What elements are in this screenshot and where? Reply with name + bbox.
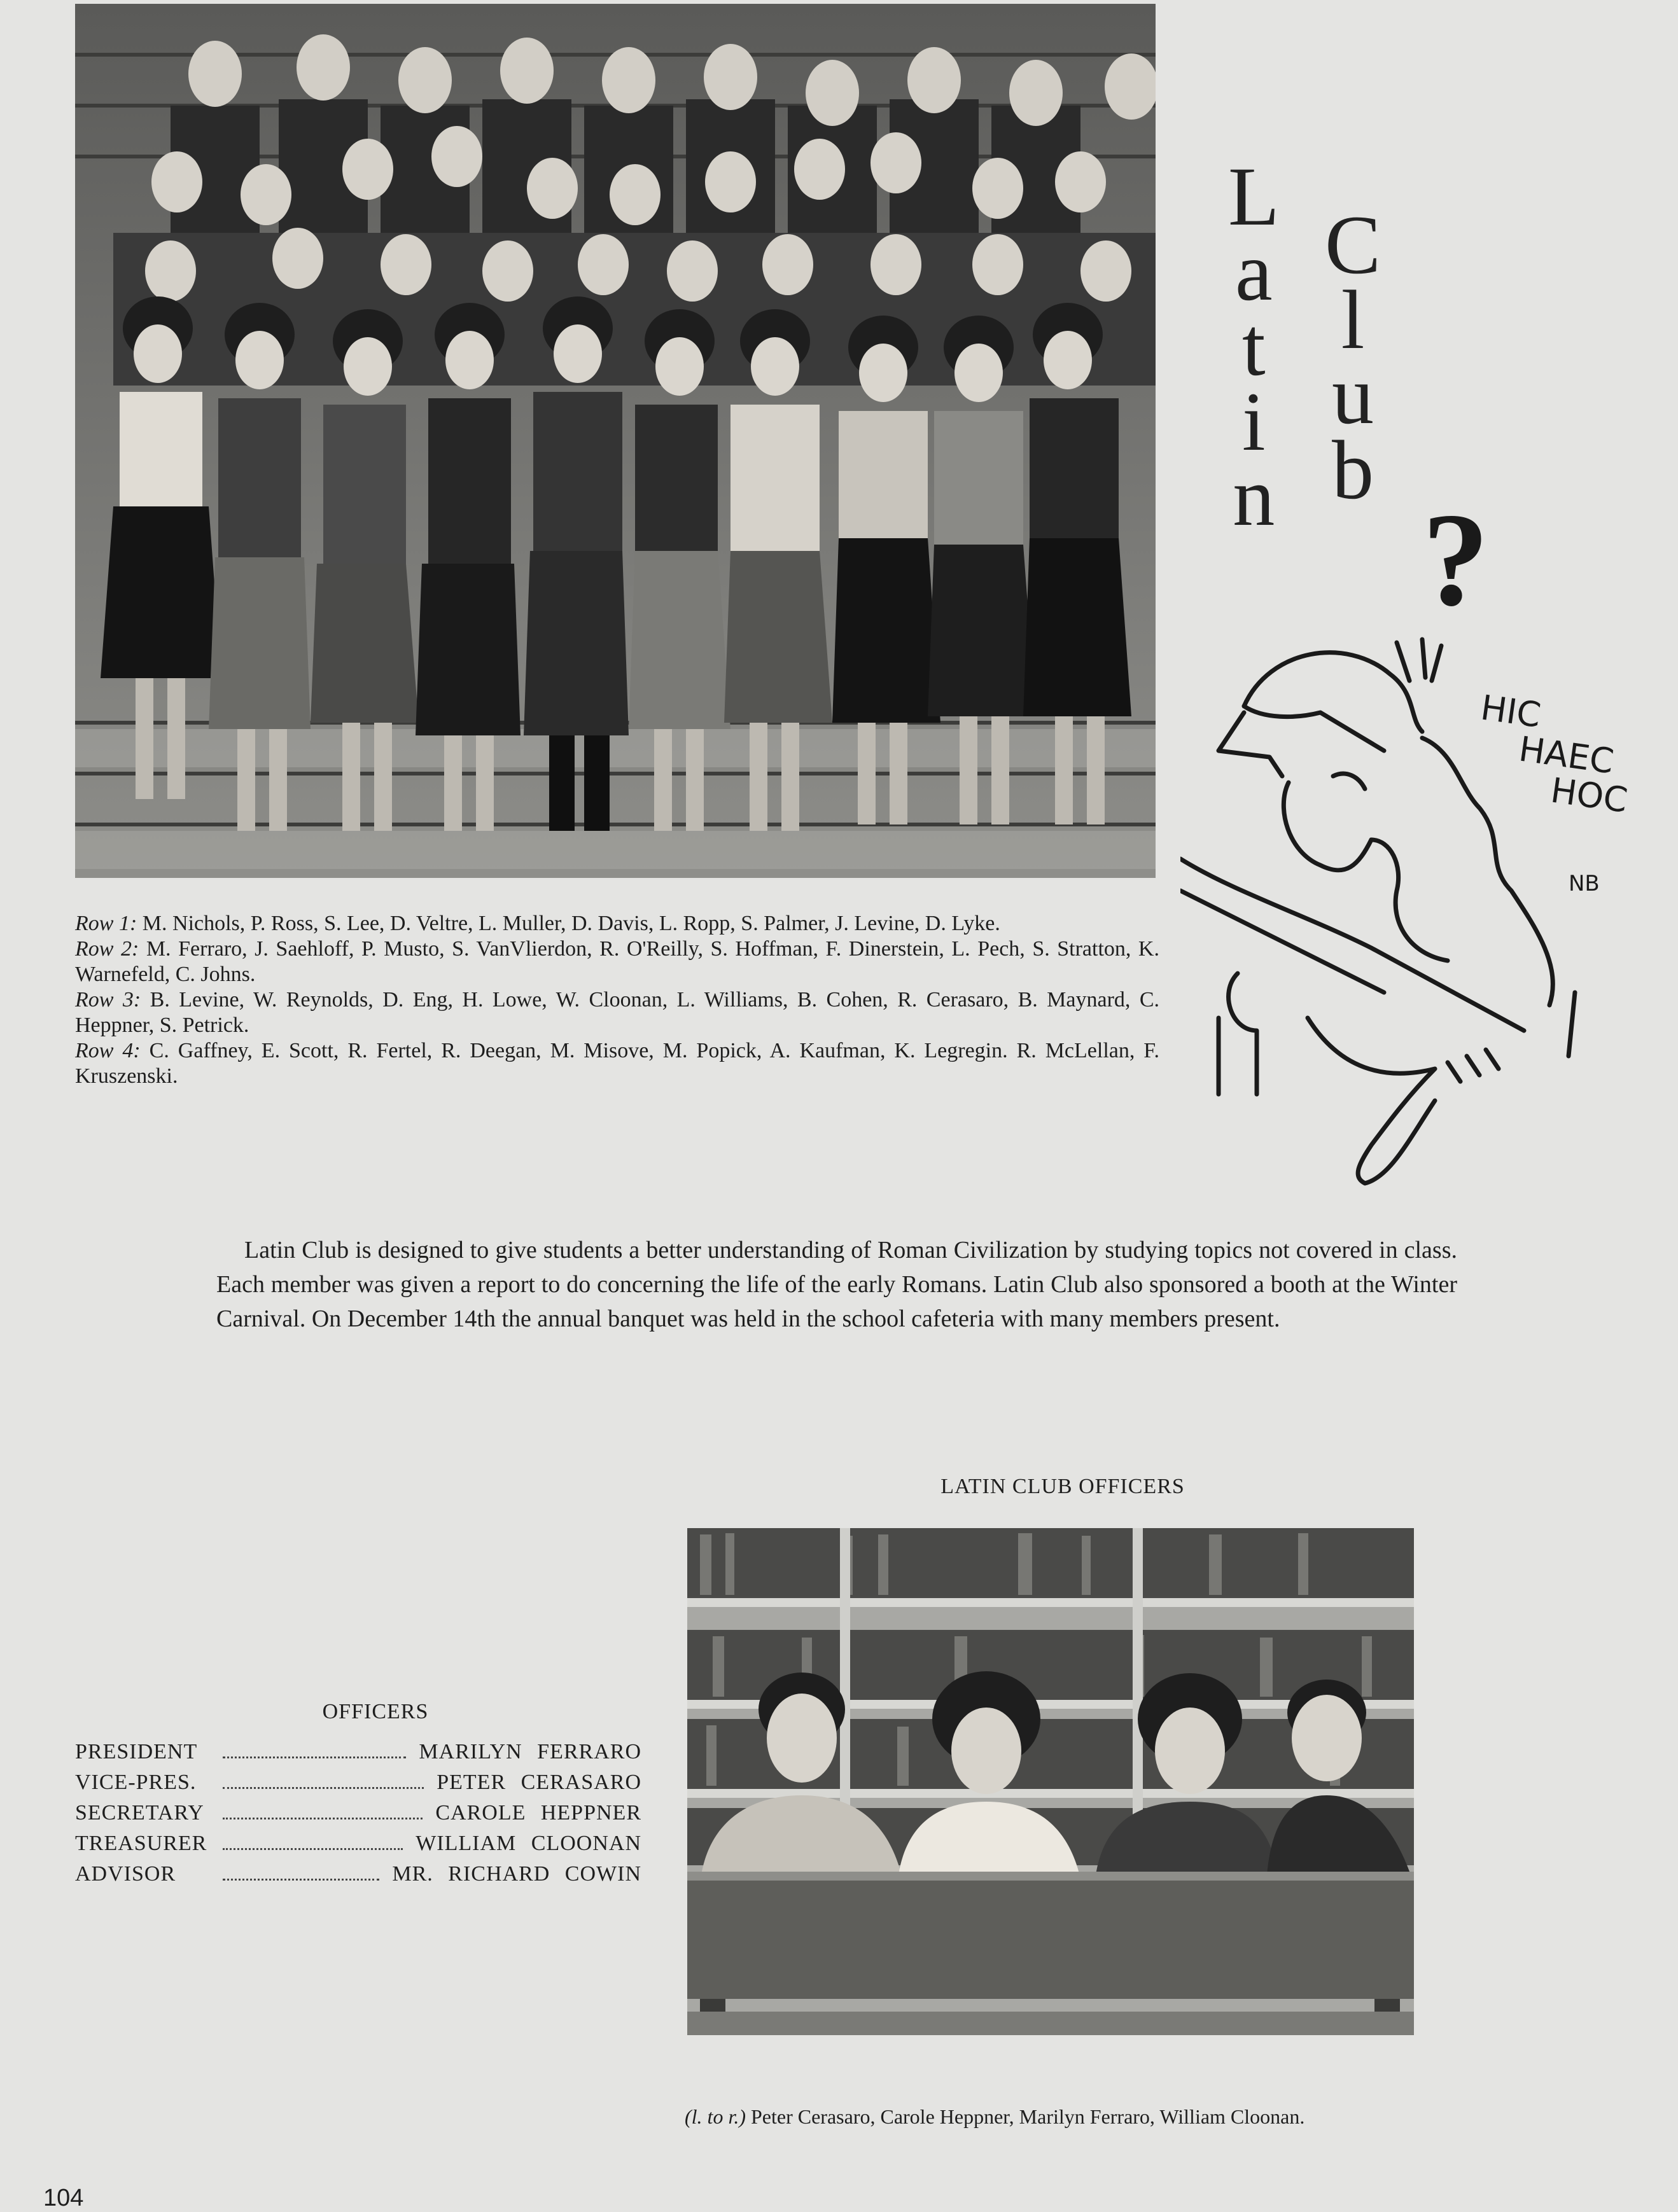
- page-number: 104: [43, 2185, 84, 2211]
- title-letter: i: [1241, 375, 1266, 468]
- title-word-latin: [1228, 150, 1280, 543]
- doodle-initials: NB: [1569, 871, 1600, 896]
- doodle-word-haec: HAEC: [1516, 728, 1616, 782]
- officers-photo-caption: [685, 2104, 1410, 2129]
- officers-photo-image: [687, 1528, 1414, 2035]
- title-letter: t: [1241, 300, 1266, 393]
- dot-leader: [223, 1787, 424, 1789]
- officer-row-advisor: [75, 1862, 641, 1893]
- dot-leader: [223, 1848, 403, 1850]
- title-word-club: [1325, 198, 1381, 517]
- roster-row-label: Row 4:: [75, 1039, 141, 1062]
- title-letter: b: [1332, 423, 1374, 517]
- officer-role: SECRETARY: [75, 1801, 204, 1825]
- roster-row-label: Row 2:: [75, 937, 139, 961]
- cartoon-doodle: [1180, 509, 1639, 1202]
- doodle-question-mark: ?: [1422, 509, 1489, 634]
- officer-name: CAROLE HEPPNER: [435, 1801, 641, 1825]
- group-photo-caption: [75, 911, 1159, 1089]
- doodle-word-hoc: HOC: [1548, 770, 1630, 821]
- group-photo: [75, 4, 1156, 878]
- title-letter: a: [1235, 225, 1273, 318]
- officer-row-treasurer: [75, 1832, 641, 1862]
- caption-names: Peter Cerasaro, Carole Heppner, Marilyn Ferraro, William Cloonan.: [751, 2105, 1305, 2128]
- title-letter: n: [1233, 450, 1275, 543]
- dot-leader: [223, 1879, 379, 1881]
- roster-row-names: M. Ferraro, J. Saehloff, P. Musto, S. VanVlierdon, R. O'Reilly, S. Hoffman, F. Dinerstein, L. Pech, S. Stratton, K. Warnefeld, C. Johns.: [75, 937, 1159, 986]
- roster-row-label: Row 1:: [75, 912, 137, 935]
- club-description: Latin Club is designed to give students a better understanding of Roman Civilization by studying topics not covered in class. Each member was given a report to do concerning the life of the early Romans. Latin Club also sponsored a booth at the Winter Carnival. On December 14th the annual banquet was held in the school cafeteria with many members present.: [216, 1237, 1457, 1332]
- roster-row: [75, 911, 1159, 936]
- roster-row-names: C. Gaffney, E. Scott, R. Fertel, R. Deegan, M. Misove, M. Popick, A. Kaufman, K. Legregin. R. McLellan, F. Kruszenski.: [75, 1039, 1159, 1088]
- officer-role: VICE-PRES.: [75, 1770, 197, 1794]
- officer-row-secretary: [75, 1801, 641, 1832]
- officer-name: MR. RICHARD COWIN: [392, 1862, 641, 1886]
- officer-role: PRESIDENT: [75, 1740, 198, 1763]
- roster-row-names: M. Nichols, P. Ross, S. Lee, D. Veltre, L. Muller, D. Davis, L. Ropp, S. Palmer, J. Levine, D. Lyke.: [142, 912, 1000, 935]
- roster-row: [75, 987, 1159, 1038]
- officer-name: MARILYN FERRARO: [419, 1740, 641, 1763]
- officers-photo: [687, 1528, 1414, 2035]
- officers-list: [75, 1740, 641, 1893]
- officer-role: TREASURER: [75, 1832, 207, 1855]
- roster-row-names: B. Levine, W. Reynolds, D. Eng, H. Lowe, W. Cloonan, L. Williams, B. Cohen, R. Cerasaro, B. Maynard, C. Heppner, S. Petrick.: [75, 988, 1160, 1037]
- doodle-word-hic: HIC: [1478, 687, 1544, 735]
- roster-row: [75, 1038, 1159, 1089]
- officer-role: ADVISOR: [75, 1862, 176, 1886]
- officers-photo-title: LATIN CLUB OFFICERS: [940, 1475, 1185, 1498]
- title-letter: C: [1325, 198, 1381, 291]
- roster-row: [75, 936, 1159, 987]
- officer-row-president: [75, 1740, 641, 1770]
- title-letter: L: [1228, 150, 1280, 243]
- caption-label: (l. to r.): [685, 2105, 746, 2128]
- title-letter: l: [1341, 273, 1365, 366]
- officer-name: WILLIAM CLOONAN: [416, 1832, 641, 1855]
- dot-leader: [223, 1756, 406, 1758]
- group-photo-image: [75, 4, 1156, 878]
- officer-row-vice-president: [75, 1770, 641, 1801]
- title-letter: u: [1332, 348, 1374, 442]
- officer-name: PETER CERASARO: [437, 1770, 641, 1794]
- roster-row-label: Row 3:: [75, 988, 141, 1012]
- officers-heading: OFFICERS: [322, 1700, 429, 1723]
- dot-leader: [223, 1818, 423, 1819]
